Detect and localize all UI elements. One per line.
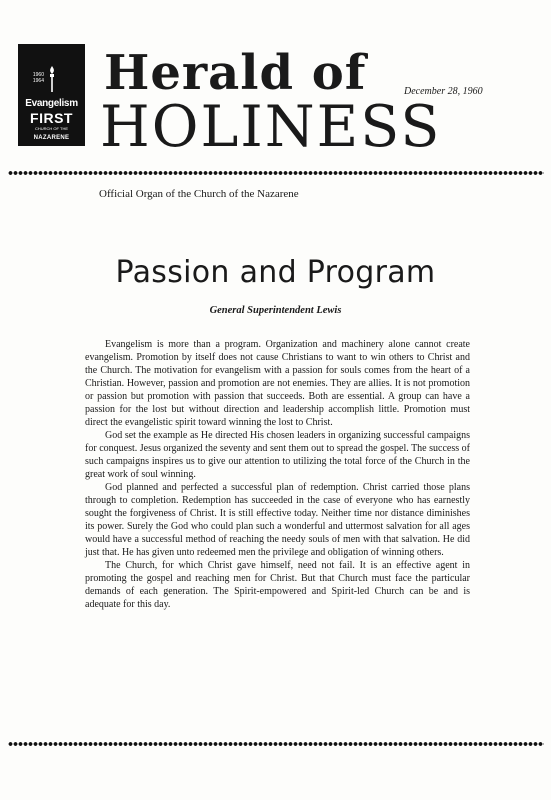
logo-years [18, 72, 44, 84]
article-paragraph: God set the example as He directed His chosen leaders in organizing successful campaigns for conquest. Jesus organized the seventy and sent them out to spread the gospel. The success of such campaigns inspires us to give our attention to utilizing the total force of the Church in the great work of soul winning. [85, 430, 470, 480]
masthead-title-line2: HOLINESS [100, 94, 442, 160]
article-paragraph: God planned and perfected a successful plan of redemption. Christ carried those plans through to completion. Redemption has succeeded in the case of everyone who has earnestly sought the forgiveness of Christ. It is still effective today. Neither time nor distance diminishes its power. Surely the God who could plan such a wonderful and uttermost salvation for all ages would have a successful method of reaching the needy souls of men with that salvation. He did just that. He has given unto redeemed men the privilege and obligation of winning others. [85, 482, 470, 558]
article-body [85, 338, 470, 611]
article-title: Passion and Program [115, 255, 436, 290]
dotted-rule-bottom [8, 741, 544, 747]
logo-year-start: 1960 [32, 72, 44, 78]
logo-line-evangelism: Evangelism [25, 98, 78, 109]
logo-year-end: 1964 [32, 78, 44, 84]
article-paragraph: Evangelism is more than a program. Organization and machinery alone cannot create evangelism. Promotion by itself does not cause Christians to want to win others to Christ and the Church. The motivation for evangelism with a passion for souls comes from the heart of a Christian. However, passion and promotion are not enemies. They are allies. It is not promotion or passion but promotion with passion that succeeds. Both are essential. A group can have a passion for the lost but without direction and leadership accomplish little. Promotion must direct the evangelistic spirit toward winning the lost to Christ. [85, 339, 470, 428]
evangelism-first-logo [18, 44, 85, 146]
logo-line-church-of-the: CHURCH OF THE [34, 126, 69, 131]
issue-date: December 28, 1960 [404, 86, 483, 97]
article-paragraph: The Church, for which Christ gave himself, need not fail. It is an effective agent in promoting the gospel and reaching men for Christ. But that Church must face the particular demands of each generation. The Spirit-empowered and Spirit-led Church can be and is adequate for this day. [85, 560, 470, 610]
masthead-subtitle: Official Organ of the Church of the Nazarene [99, 188, 299, 200]
torch-icon [48, 66, 56, 94]
logo-line-first: FIRST [30, 110, 73, 126]
dotted-rule-top [8, 170, 544, 176]
article-byline: General Superintendent Lewis [209, 305, 342, 316]
logo-line-nazarene: NAZARENE [33, 135, 70, 141]
masthead-title-line1: Herald of [104, 45, 367, 101]
